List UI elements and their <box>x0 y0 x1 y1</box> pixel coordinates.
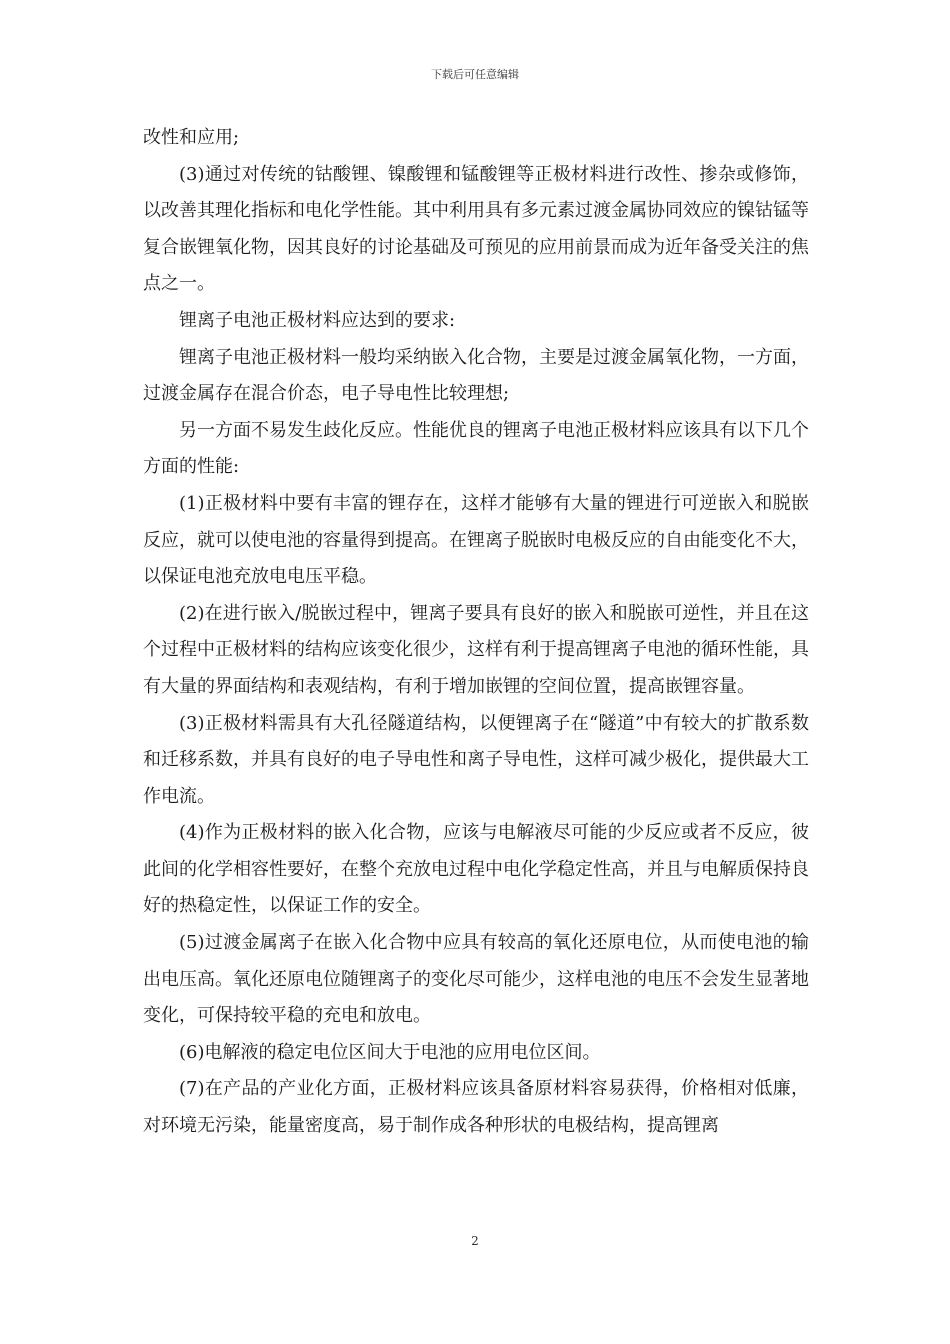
paragraph-requirement-2: (2)在进行嵌入/脱嵌过程中，锂离子要具有良好的嵌入和脱嵌可逆性，并且在这个过程中正极材料的结构应该变化很少，这样有利于提高锂离子电池的循环性能，具有大量的界面结构和表观结构，有利于增加嵌锂的空间位置，提高嵌锂容量。 <box>143 602 809 697</box>
paragraph-requirements-heading: 锂离子电池正极材料应达到的要求: <box>179 309 456 331</box>
paragraph-requirement-7: (7)在产品的产业化方面，正极材料应该具备原材料容易获得，价格相对低廉，对环境无污染，能量密度高，易于制作成各种形状的电极结构，提高锂离 <box>143 1078 809 1137</box>
document-body <box>143 120 809 1145</box>
paragraph-performance-intro: 另一方面不易发生歧化反应。性能优良的锂离子电池正极材料应该具有以下几个方面的性能: <box>143 419 809 478</box>
paragraph-requirement-5: (5)过渡金属离子在嵌入化合物中应具有较高的氧化还原电位，从而使电池的输出电压高。氧化还原电位随锂离子的变化尽可能少，这样电池的电压不会发生显著地变化，可保持较平稳的充电和放电。 <box>143 932 809 1027</box>
paragraph-requirement-1: (1)正极材料中要有丰富的锂存在，这样才能够有大量的锂进行可逆嵌入和脱嵌反应，就可以使电池的容量得到提高。在锂离子脱嵌时电极反应的自由能变化不大，以保证电池充放电电压平稳。 <box>143 492 809 588</box>
paragraph-continuation: 改性和应用; <box>143 127 240 148</box>
paragraph-modification-item-3: (3)通过对传统的钴酸锂、镍酸锂和锰酸锂等正极材料进行改性、掺杂或修饰，以改善其理化指标和电化学性能。其中利用具有多元素过渡金属协同效应的镍钴锰等复合嵌锂氧化物，因其良好的讨论基础及可预见的应用前景而成为近年备受关注的焦点之一。 <box>143 163 809 295</box>
page-number: 2 <box>471 1234 479 1248</box>
paragraph-requirement-6: (6)电解液的稳定电位区间大于电池的应用电位区间。 <box>179 1041 601 1063</box>
page-header: 下载后可任意编辑 <box>431 68 519 81</box>
paragraph-intercalation-compounds: 锂离子电池正极材料一般均采纳嵌入化合物，主要是过渡金属氧化物，一方面，过渡金属存在混合价态，电子导电性比较理想; <box>143 346 809 405</box>
paragraph-requirement-4: (4)作为正极材料的嵌入化合物，应该与电解液尽可能的少反应或者不反应，彼此间的化学相容性要好，在整个充放电过程中电化学稳定性高，并且与电解质保持良好的热稳定性，以保证工作的安全。 <box>143 822 809 917</box>
paragraph-requirement-3: (3)正极材料需具有大孔径隧道结构，以便锂离子在“隧道”中有较大的扩散系数和迁移系数，并具有良好的电子导电性和离子导电性，这样可减少极化，提供最大工作电流。 <box>143 712 809 807</box>
